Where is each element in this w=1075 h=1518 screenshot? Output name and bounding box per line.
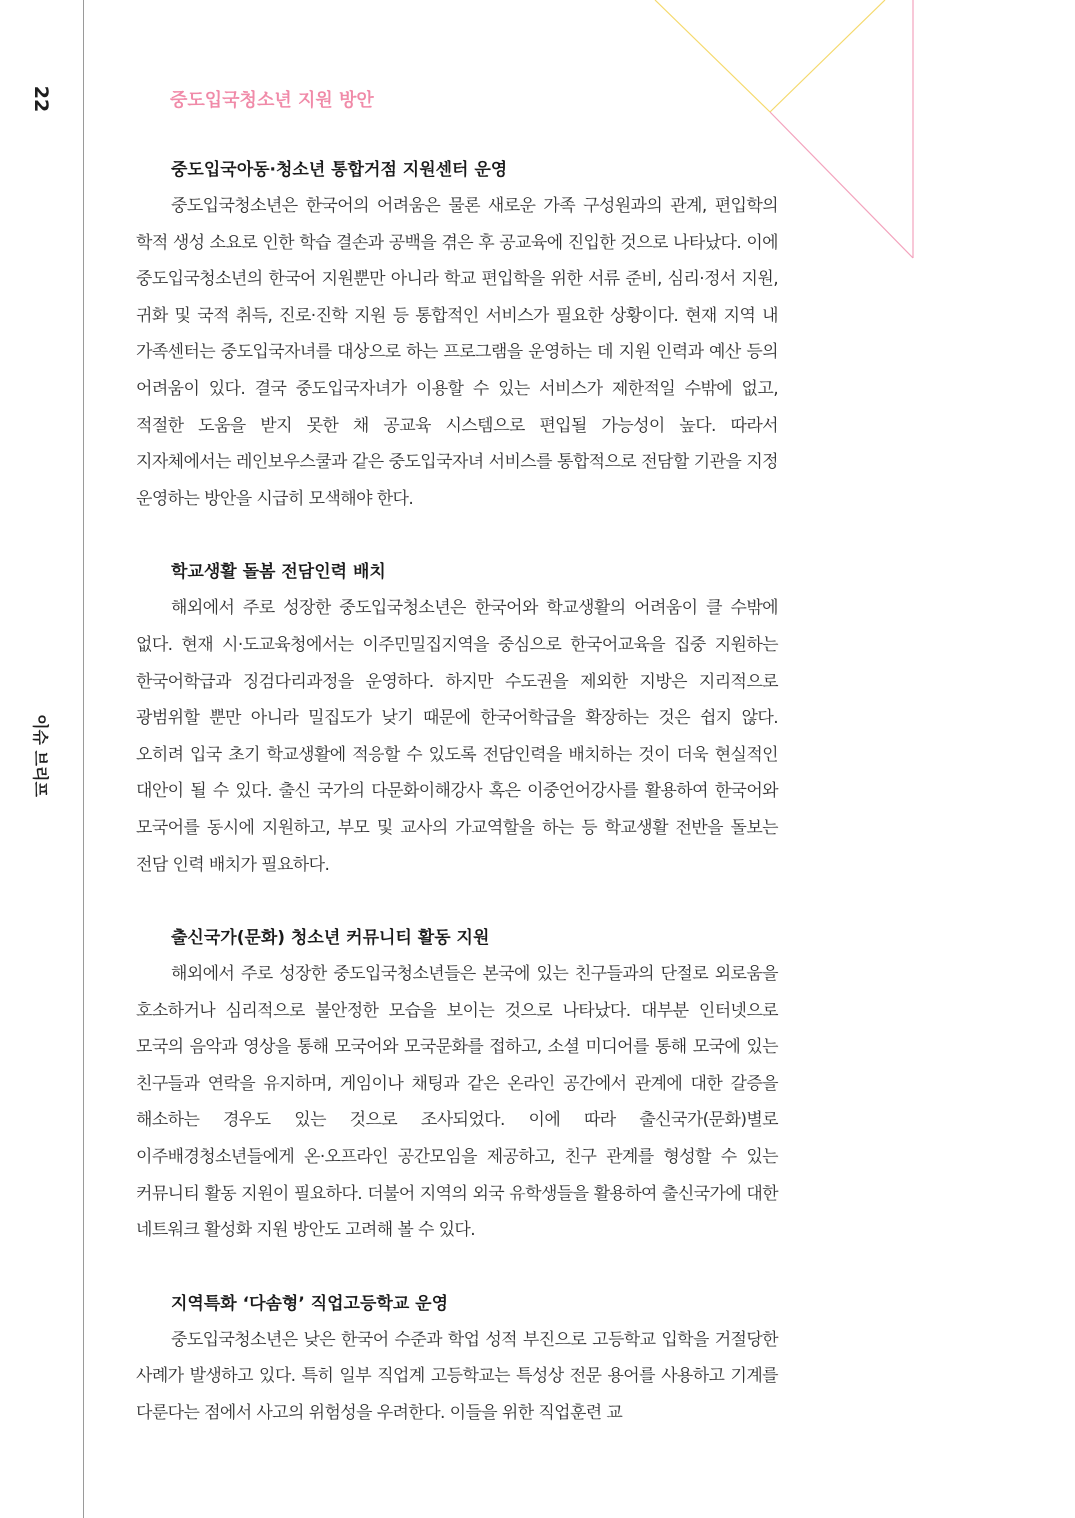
side-label bbox=[0, 713, 82, 797]
side-label-text: 이슈 브리프 bbox=[30, 713, 50, 797]
section-school-care-staff bbox=[136, 554, 778, 883]
article-body bbox=[136, 152, 778, 1469]
section-heading: 지역특화 ‘다솜형’ 직업고등학교 운영 bbox=[171, 1293, 449, 1314]
section-paragraph: 해외에서 주로 성장한 중도입국청소년은 한국어와 학교생활의 어려움이 클 수밖에 없다. 현재 시·도교육청에서는 이주민밀집지역을 중심으로 한국어교육을 집중 지원하는 한국어학급과 징검다리과정을 운영하다. 하지만 수도권을 제외한 지방은 지리적으로 광범위할 뿐만 아니라 밀집도가 낮기 때문에 한국어학급을 확장하는 것은 쉽지 않다. 오히려 입국 초기 학교생활에 적응할 수 있도록 전담인력을 배치하는 것이 더욱 현실적인 대안이 될 수 있다. 출신 국가의 다문화이해강사 혹은 이중언어강사를 활용하여 한국어와 모국어를 동시에 지원하고, 부모 및 교사의 가교역할을 하는 등 학교생활 전반을 돌보는 전담 인력 배치가 필요하다. bbox=[136, 598, 778, 875]
section-vocational-school bbox=[136, 1286, 778, 1432]
section-heading: 학교생활 돌봄 전담인력 배치 bbox=[171, 562, 386, 583]
section-label: 중도입국청소년 지원 방안 bbox=[170, 90, 374, 111]
section-community-activity bbox=[136, 920, 778, 1249]
section-paragraph: 중도입국청소년은 낮은 한국어 수준과 학업 성적 부진으로 고등학교 입학을 거절당한 사례가 발생하고 있다. 특히 일부 직업계 고등학교는 특성상 전문 용어를 사용하고 기계를 다룬다는 점에서 사고의 위험성을 우려한다. 이들을 위한 직업훈련 교 bbox=[136, 1329, 778, 1424]
deco-yellow-line-right bbox=[770, 0, 885, 112]
section-paragraph: 해외에서 주로 성장한 중도입국청소년들은 본국에 있는 친구들과의 단절로 외로움을 호소하거나 심리적으로 불안정한 모습을 보이는 것으로 나타났다. 대부분 인터넷으로 모국의 음악과 영상을 통해 모국어와 모국문화를 접하고, 소셜 미디어를 통해 모국에 있는 친구들과 연락을 유지하며, 게임이나 채팅과 같은 온라인 공간에서 관계에 대한 갈증을 해소하는 경우도 있는 것으로 조사되었다. 이에 따라 출신국가(문화)별로 이주배경청소년들에게 온·오프라인 공간모임을 제공하고, 친구 관계를 형성할 수 있는 커뮤니티 활동 지원이 필요하다. 더불어 지역의 외국 유학생들을 활용하여 출신국가에 대한 네트워크 활성화 지원 방안도 고려해 볼 수 있다. bbox=[136, 964, 778, 1241]
margin-rule bbox=[83, 0, 84, 1518]
deco-pink-line-diagonal bbox=[770, 112, 913, 258]
section-heading: 출신국가(문화) 청소년 커뮤니티 활동 지원 bbox=[171, 928, 490, 949]
section-integrated-center bbox=[136, 152, 778, 517]
section-paragraph: 중도입국청소년은 한국어의 어려움은 물론 새로운 가족 구성원과의 관계, 편입학의 학적 생성 소요로 인한 학습 결손과 공백을 겪은 후 공교육에 진입한 것으로 나타났다. 이에 중도입국청소년의 한국어 지원뿐만 아니라 학교 편입학을 위한 서류 준비, 심리·정서 지원, 귀화 및 국적 취득, 진로·진학 지원 등 통합적인 서비스가 필요한 상황이다. 현재 지역 내 가족센터는 중도입국자녀를 대상으로 하는 프로그램을 운영하는 데 지원 인력과 예산 등의 어려움이 있다. 결국 중도입국자녀가 이용할 수 있는 서비스가 제한적일 수밖에 없고, 적절한 도움을 받지 못한 채 공교육 시스템으로 편입될 가능성이 높다. 따라서 지자체에서는 레인보우스쿨과 같은 중도입국자녀 서비스를 통합적으로 전담할 기관을 지정 운영하는 방안을 시급히 모색해야 한다. bbox=[136, 196, 778, 509]
page-number: 22 bbox=[30, 85, 52, 113]
deco-yellow-line-left bbox=[655, 0, 770, 112]
section-heading: 중도입국아동·청소년 통합거점 지원센터 운영 bbox=[171, 160, 508, 180]
